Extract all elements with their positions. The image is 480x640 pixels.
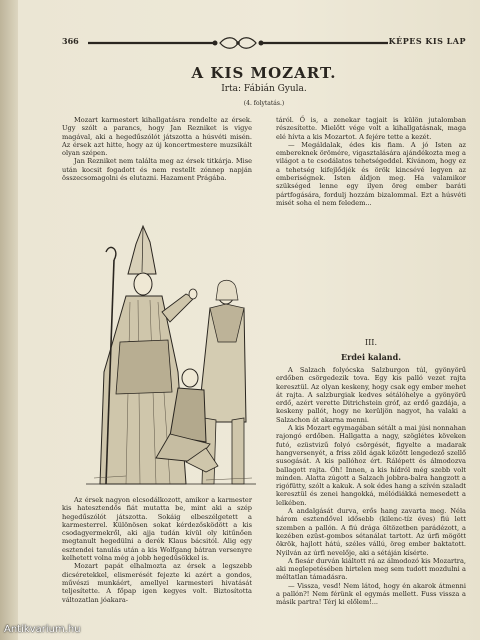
magazine-name: KÉPES KIS LAP [388, 36, 466, 46]
continuation-note: (4. folytatás.) [243, 100, 285, 107]
paragraph: — Vissza, vesd! Nem látod, hogy én akarok átmenni a pallón?! Nem férünk el egymás mellett. Fuss vissza a másik partra! Térj ki előlem!... [276, 581, 466, 607]
column-left-bottom [62, 496, 252, 604]
article-title: A KIS MOZART. [191, 64, 337, 82]
page-edge-shadow [0, 0, 18, 640]
illustration-archbishop-blessing [86, 222, 256, 490]
chapter-number: III. [364, 338, 378, 347]
column-right-top [276, 116, 466, 207]
paragraph: A kis Mozart egymagában sétált a mai júsi nonnahan rajongó erdőben. Hallgatta a nagy, szöglétes köveken futó, ezüstvizű folyó csörgését, figyelte a madarak hangversenyét, a friss zöld ágak között lengedező szellő susogását. A kis pallóhoz ért. Rálépett és álmodozva ballagott rajta. Óh! Innen, a kis hídról még szebb volt minden. Alatta zúgott a Salzach jobbra-balra hangzott a rigófütty, szólt a kakuk. A sok édes hang a szívén szaladt keresztül és zenei hangokká, mélódiákká nemesedett a lelkében. [276, 424, 466, 507]
paragraph: A fiesár durván kiáltott rá az álmodozó kis Mozartra, aki meglepetésében hirtelen meg sem tudott mozdulni a méltatlan támadásra. [276, 556, 466, 582]
paragraph: Mozart papát elhalmozta az érsek a legszebb dicséretekkel, elismerését fejezte ki azért a gondos, művészi munkáért, amellyel karmesteri hivatását teljesítette. A főpap igen kegyes volt. Biztosította változatlan jóakara- [62, 562, 252, 604]
page-number: 366 [62, 36, 79, 46]
paragraph: A Salzach folyócska Salzburgon túl, gyönyörű erdőben csörgedezik tova. Egy kis palló vezet rajta keresztül. Az olyan keskeny, hogy csak egy ember mehet át rajta. A salzburgiak kedves sétálóhelye a gyönyörű erdő, azért verette Ditrichstein gróf, az erdő gazdája, a keskeny pallót, hogy ne kerüljön nagyot, ha valaki a Salzachon át akarna menni. [276, 366, 466, 424]
article-author: Irta: Fábián Gyula. [221, 84, 307, 94]
paragraph: Az érsek nagyon elcsodálkozott, amikor a karmester kis hatesztendős fiát mutatta be, mint aki a szép hegedűszólót játszotta. Sokáig elbeszélgetett a karmesterrel. Különösen sokat kérdezősködött a kis csodagyermekről, aki ajja tudán kívül oly kitűnően megtanult hegedülni a derék Klaus bácsitól. Alig egy esztendei tanulás után a kis Wolfgang bátran versenyre kelhetett volna még a jobb hegedűsökkel is. [62, 496, 252, 563]
paragraph: — Megáldalak, édes kis fiam. A jó Isten az embereknek örömére, vigasztalására ajándékozta meg a világot a te csodálatos tehetségeddel. Kívánom, hogy ez a tehetség kifejlődjék és örök kincsévé legyen az emberiségnek. Isten áldjon meg. Ha valamikor szükséged lenne egy ilyen öreg ember baráti pártfogására, fordulj hozzám bizalommal. Ezt a húsvéti misét soha el nem feledem... [276, 140, 466, 207]
column-left-top [62, 116, 252, 182]
column-right-bottom [276, 366, 466, 607]
header-ornament-icon [88, 36, 388, 50]
paragraph: A andalgását durva, erős hang zavarta meg. Néla három esztendővel idősebb (kilenc-tíz éves) fiú lett szemben a pallón. A fiú drága öltözetben parádézott, a kezében ezüst-gombos sétanálat tartott. Az úrfi mögött ökrök, hajlott hátú, széles vállú, öreg ember baktatott. Nyilván az úrfi nevelője, aki a sétáján kísérte. [276, 507, 466, 557]
paragraph: Jan Rezniket nem találta meg az érsek titkárja. Mise után kocsit fogadott és nem restellt zónnep napján összecsomagolni és elutazni. Hazament Prágába. [62, 157, 252, 183]
paragraph: Mozart karmestert kihallgatásra rendelte az érsek. Ugy szólt a parancs, hogy Jan Rezniket is vigye magával, aki a hegedűszólót játszotta a húsvéti misén. Az érsek azt hitte, hogy az új koncertmestere muzsikált olyan szépen. [62, 116, 252, 158]
page-header [62, 34, 466, 52]
watermark: Antikvarium.hu [4, 624, 81, 635]
paragraph: táról. Ő is, a zenekar tagjait is külön jutalomban részesítette. Mielőtt vége volt a kihallgatásnak, maga elé hívta a kis Mozartot. A fejére tette a kezét. [276, 116, 466, 141]
chapter-title: Erdei kaland. [341, 352, 401, 362]
